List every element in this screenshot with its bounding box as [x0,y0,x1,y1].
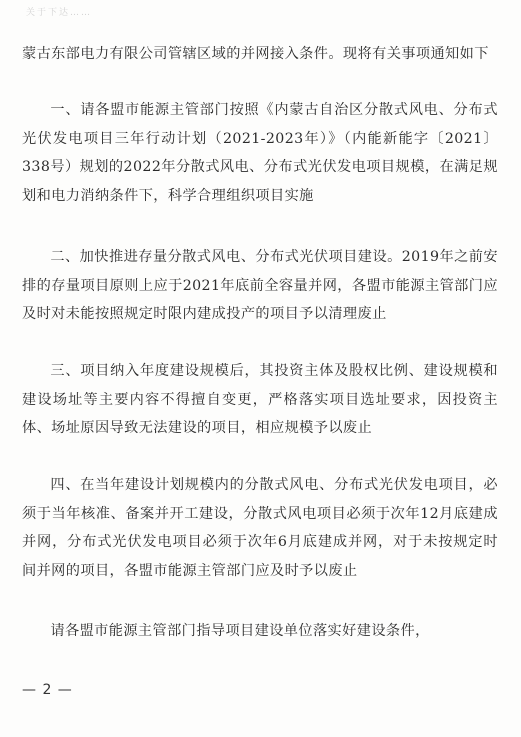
paragraph-item-3: 三、项目纳入年度建设规模后，其投资主体及股权比例、建设规模和建设场址等主要内容不得擅自变更，严格落实项目选址要求，因投资主体、场址原因导致无法建设的项目，相应规模予以废止 [22,363,498,437]
paragraph-item-4: 四、在当年建设计划规模内的分散式风电、分布式光伏发电项目，必须于当年核准、备案并开工建设，分散式风电项目必须于次年12月底建成并网，分布式光伏发电项目必须于次年6月底建成并网，对于未按规定时间并网的项目，各盟市能源主管部门应及时予以废止 [22,477,498,579]
paragraph-item-1: 一、请各盟市能源主管部门按照《内蒙古自治区分散式风电、分布式光伏发电项目三年行动计划（2021-2023年）》（内能新能字〔2021〕338号）规划的2022年分散式风电、分布式光伏发电项目规模，在满足规划和电力消纳条件下，科学合理组织项目实施 [22,102,498,204]
paragraph-item-2: 二、加快推进存量分散式风电、分布式光伏项目建设。2019年之前安排的存量项目原则上应于2021年底前全容量并网，各盟市能源主管部门应及时对未能按照规定时限内建成投产的项目予以清理废止 [22,249,498,323]
paragraph-intro-continuation: 蒙古东部电力有限公司管辖区域的并网接入条件。现将有关事项通知如下 [22,46,489,62]
page-number: — 2 — [22,682,73,698]
paragraph-closing: 请各盟市能源主管部门指导项目建设单位落实好建设条件， [50,623,430,639]
faint-header-mark: 关于下达…… [26,8,93,18]
